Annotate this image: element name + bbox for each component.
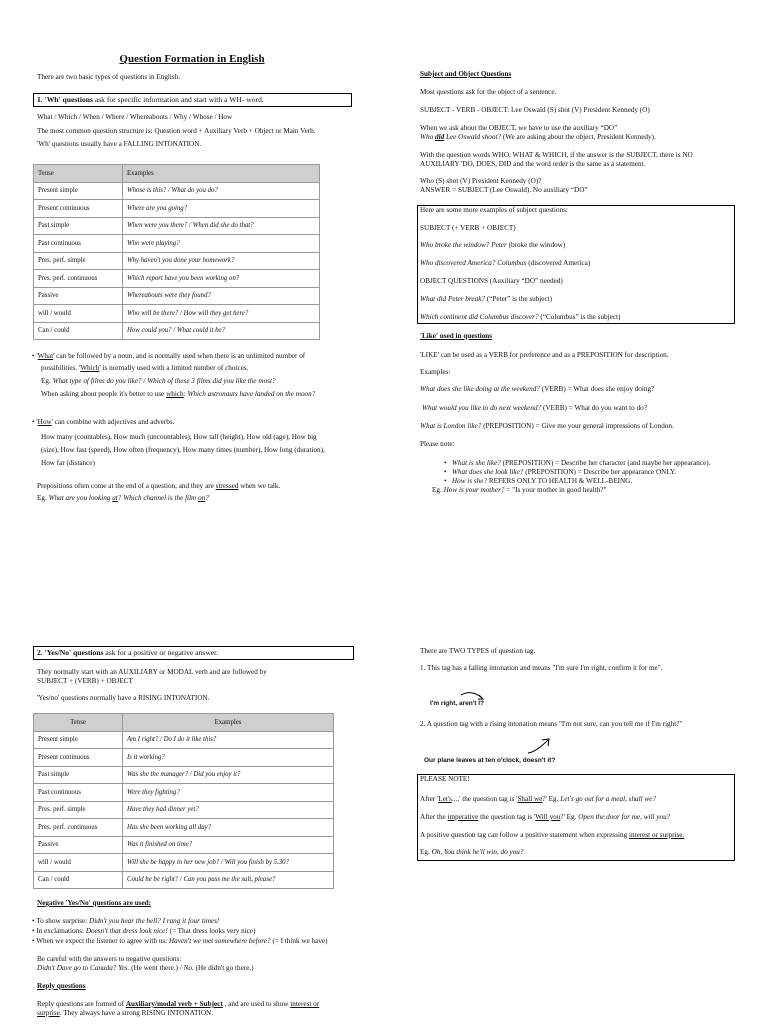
- yesno-p2: SUBJECT + (VERB) + OBJECT: [37, 677, 133, 685]
- so-p6: AUXILIARY 'DO, DOES, DID and the word order is the same as a statement.: [420, 160, 646, 168]
- table-row: [34, 217, 320, 235]
- table-row: [34, 749, 334, 767]
- yesno-questions-heading: 2. 'Yes/No' questions ask for a positive or negative answer.: [33, 646, 354, 660]
- example-cell: Could he be right? / Can you pass me the salt, please?: [123, 871, 334, 889]
- wh-questions-heading: 1. 'Wh' questions ask for specific information and start with a WH- word.: [33, 93, 352, 107]
- how-note: • 'How' can combine with adjectives and adverbs.: [32, 418, 175, 426]
- table-row: [34, 200, 320, 218]
- note-lets: After 'Let's....' the question tag is 'Shall we?' Eg. Let's go out for a meal, shall we?: [420, 795, 657, 803]
- box-line4: Who discovered America? Columbus (discovered America): [420, 259, 591, 267]
- page-title: Question Formation in English: [119, 53, 265, 65]
- box-line3: Who broke the window? Peter (broke the window): [420, 241, 566, 249]
- what-example: Eg. What type of films do you like? / Which of these 3 films did you like the most?: [41, 377, 276, 385]
- table-row: [34, 305, 320, 323]
- table-row: [34, 270, 320, 288]
- how-list-line2: (size), How fast (speed), How often (frequency), How many times (number), How long (duration),: [41, 446, 325, 454]
- tense-cell: will / would: [34, 305, 123, 323]
- wh-tense-table: [33, 164, 320, 340]
- example-cell: Were they fighting?: [123, 784, 334, 802]
- which-people-note: When asking about people it's better to use which: Which astronauts have landed on the moon?: [41, 390, 316, 398]
- wh-words: What / Which / When / Where / Whereabouts / Why / Whose / How: [37, 113, 233, 121]
- example-cell: Why haven't you done your homework?: [123, 252, 320, 270]
- so-p3: When we ask about the OBJECT, we have to use the auxiliary “DO”: [420, 124, 618, 132]
- yesno-p3: 'Yes/no' questions normally have a RISING INTONATION.: [37, 694, 210, 702]
- like-example2: What would you like to do next weekend? (VERB) = What do you want to do?: [422, 404, 647, 412]
- example-cell: Have they had dinner yet?: [123, 801, 334, 819]
- example-cell: Has she been working all day?: [123, 819, 334, 837]
- table-row: [34, 854, 334, 872]
- what-note-line1: • 'What' can be followed by a noun, and is normally used when there is an unlimited number of: [32, 352, 306, 360]
- box-line1: Here are some more examples of subject questions:: [420, 206, 568, 214]
- subject-object-heading: Subject and Object Questions: [420, 70, 512, 78]
- falling-intonation-arrow-icon: [458, 690, 488, 706]
- tense-cell: Pres. perf. simple: [34, 252, 123, 270]
- negative-use-agree: • When we expect the listener to agree with us: Haven't we met somewhere before? (= I think we have): [32, 937, 328, 945]
- tense-cell: Passive: [34, 836, 123, 854]
- like-p2: Examples:: [420, 368, 451, 376]
- example-cell: Am I right? / Do I do it like this?: [123, 731, 334, 749]
- careful-note: Be careful with the answers to negative questions:: [37, 955, 182, 963]
- table-row: [34, 819, 334, 837]
- wh-intonation: 'Wh' questions usually have a FALLING INTONATION.: [37, 140, 202, 148]
- tense-cell: Past continuous: [34, 784, 123, 802]
- like-heading: 'Like' used in questions: [420, 332, 493, 340]
- table-header-tense: Tense: [34, 165, 123, 183]
- table-header-examples: Examples: [123, 165, 320, 183]
- example-cell: Who will be there? / How will they get here?: [123, 305, 320, 323]
- tense-cell: Pres. perf. continuous: [34, 270, 123, 288]
- rising-intonation-arrow-icon: [526, 736, 556, 756]
- like-example-health: Eg. How is your mother? = "Is your mother in good health?": [432, 486, 607, 494]
- table-row: [34, 252, 320, 270]
- so-p4: Who did Lee Oswald shoot? (We are asking about the object, President Kennedy).: [420, 133, 656, 141]
- table-row: [34, 322, 320, 340]
- reply-line1: Reply questions are formed of Auxiliary/modal verb + Subject , and are used to show interest or: [37, 1000, 320, 1008]
- tags-p2: 1. This tag has a falling intonation and means "I'm sure I'm right, confirm it for me".: [420, 664, 663, 672]
- negative-yesno-heading: Negative 'Yes/No' questions are used:: [37, 899, 152, 907]
- careful-example: Didn't Dave go to Canada? Yes. (He went there.) / No. (He didn't go there.): [37, 964, 254, 972]
- box-line7: Which continent did Columbus discover? (“Columbus” is the subject): [420, 313, 621, 321]
- example-cell: Will she be happy in her new job? / Will you finish by 5.30?: [123, 854, 334, 872]
- note-positive-tag: A positive question tag can follow a positive statement when expressing interest or surprise.: [420, 831, 685, 839]
- tags-p1: There are TWO TYPES of question tag.: [420, 647, 536, 655]
- table-row: [34, 836, 334, 854]
- what-note-line2: possibilities. 'Which' is normally used with a limited number of choices.: [41, 364, 249, 372]
- example-cell: Where are you going?: [123, 200, 320, 218]
- like-bullet3: • How is she? REFERS ONLY TO HEALTH & WELL-BEING.: [444, 477, 633, 485]
- so-p1: Most questions ask for the object of a sentence.: [420, 88, 557, 96]
- box-line2: SUBJECT (+ VERB + OBJECT): [420, 224, 516, 232]
- tense-cell: Passive: [34, 287, 123, 305]
- tense-cell: Past continuous: [34, 235, 123, 253]
- tense-cell: Present continuous: [34, 200, 123, 218]
- like-note: Please note:: [420, 440, 455, 448]
- tense-cell: will / would: [34, 854, 123, 872]
- tense-cell: Can / could: [34, 322, 123, 340]
- note-example: Eg. Oh, You think he'll win, do you?: [420, 848, 524, 856]
- prepositions-example: Eg. What are you looking at? Which channel is the film on?: [37, 494, 209, 502]
- like-p1: 'LIKE' can be used as a VERB for preference and as a PREPOSITION for description.: [420, 351, 669, 359]
- example-cell: Who were playing?: [123, 235, 320, 253]
- example-cell: Whose is this? / What do you do?: [123, 182, 320, 200]
- table-row: [34, 182, 320, 200]
- reply-questions-heading: Reply questions: [37, 982, 86, 990]
- tense-cell: Can / could: [34, 871, 123, 889]
- yesno-p1: They normally start with an AUXILIARY or MODAL verb and are followed by: [37, 668, 267, 676]
- box-line6: What did Peter break? (“Peter” is the subject): [420, 295, 553, 303]
- tense-cell: Past simple: [34, 766, 123, 784]
- example-cell: Which report have you been working on?: [123, 270, 320, 288]
- how-list-line1: How many (countables), How much (uncountables), How tall (height), How old (age), How big: [41, 433, 317, 441]
- example-cell: Was she the manager? / Did you enjoy it?: [123, 766, 334, 784]
- so-p2: SUBJECT - VERB - OBJECT: Lee Oswald (S) shot (V) President Kennedy (O): [420, 106, 650, 114]
- example-cell: Was it finished on time?: [123, 836, 334, 854]
- falling-tag-example: I'm right, aren't I?: [430, 700, 485, 707]
- tense-cell: Past simple: [34, 217, 123, 235]
- example-cell: Is it working?: [123, 749, 334, 767]
- table-row: [34, 801, 334, 819]
- wh-structure: The most common question structure is: Question word + Auxiliary Verb + Object or Main Verb.: [37, 127, 316, 135]
- example-cell: When were you there? / When did she do that?: [123, 217, 320, 235]
- table-row: [34, 731, 334, 749]
- rising-tag-example: Our plane leaves at ten o'clock, doesn't it?: [424, 757, 556, 764]
- so-p5: With the question words WHO, WHAT & WHICH, if the answer is the SUBJECT, there is NO: [420, 151, 693, 159]
- note-imperative: After the imperative the question tag is 'Will you?' Eg. Open the door for me, will you?: [420, 813, 671, 821]
- tense-cell: Present simple: [34, 182, 123, 200]
- how-list-line3: How far (distance): [41, 459, 95, 467]
- table-header-tense: Tense: [34, 714, 123, 732]
- negative-use-exclamation: • In exclamations: Doesn't that dress look nice! (= That dress looks very nice): [32, 927, 256, 935]
- like-example1: What does she like doing at the weekend? (VERB) = What does she enjoy doing?: [420, 385, 655, 393]
- so-p7: Who (S) shot (V) President Kennedy (O)?: [420, 177, 542, 185]
- box-line5: OBJECT QUESTIONS (Auxiliary “DO” needed): [420, 277, 563, 285]
- so-p8: ANSWER = SUBJECT (Lee Oswald). No auxiliary “DO”: [420, 186, 588, 194]
- prepositions-note: Prepositions often come at the end of a question, and they are stressed when we talk.: [37, 482, 281, 490]
- table-row: [34, 235, 320, 253]
- table-row: [34, 766, 334, 784]
- reply-line2: surprise. They always have a strong RISING INTONATION.: [37, 1009, 214, 1017]
- tense-cell: Pres. perf. continuous: [34, 819, 123, 837]
- example-cell: Whereabouts were they found?: [123, 287, 320, 305]
- table-row: [34, 784, 334, 802]
- yesno-tense-table: [33, 713, 334, 889]
- intro-text: There are two basic types of questions in English.: [37, 73, 181, 81]
- like-bullet1: • What is she like? (PREPOSITION) = Describe her character (and maybe her appearance).: [444, 459, 711, 467]
- table-row: [34, 871, 334, 889]
- please-note-title: PLEASE NOTE!: [420, 775, 470, 783]
- like-example3: What is London like? (PREPOSITION) = Give me your general impressions of London.: [420, 422, 674, 430]
- tags-p3: 2. A question tag with a rising intonation means "I'm not sure, can you tell me if I'm right?": [420, 720, 683, 728]
- tense-cell: Present continuous: [34, 749, 123, 767]
- table-row: [34, 287, 320, 305]
- tense-cell: Pres. perf. simple: [34, 801, 123, 819]
- example-cell: How could you? / What could it be?: [123, 322, 320, 340]
- negative-use-surprise: • To show surprise: Didn't you hear the bell? I rang it four times!: [32, 917, 220, 925]
- like-bullet2: • What does she look like? (PREPOSITION) = Describe her appearance ONLY.: [444, 468, 677, 476]
- tense-cell: Present simple: [34, 731, 123, 749]
- table-header-examples: Examples: [123, 714, 334, 732]
